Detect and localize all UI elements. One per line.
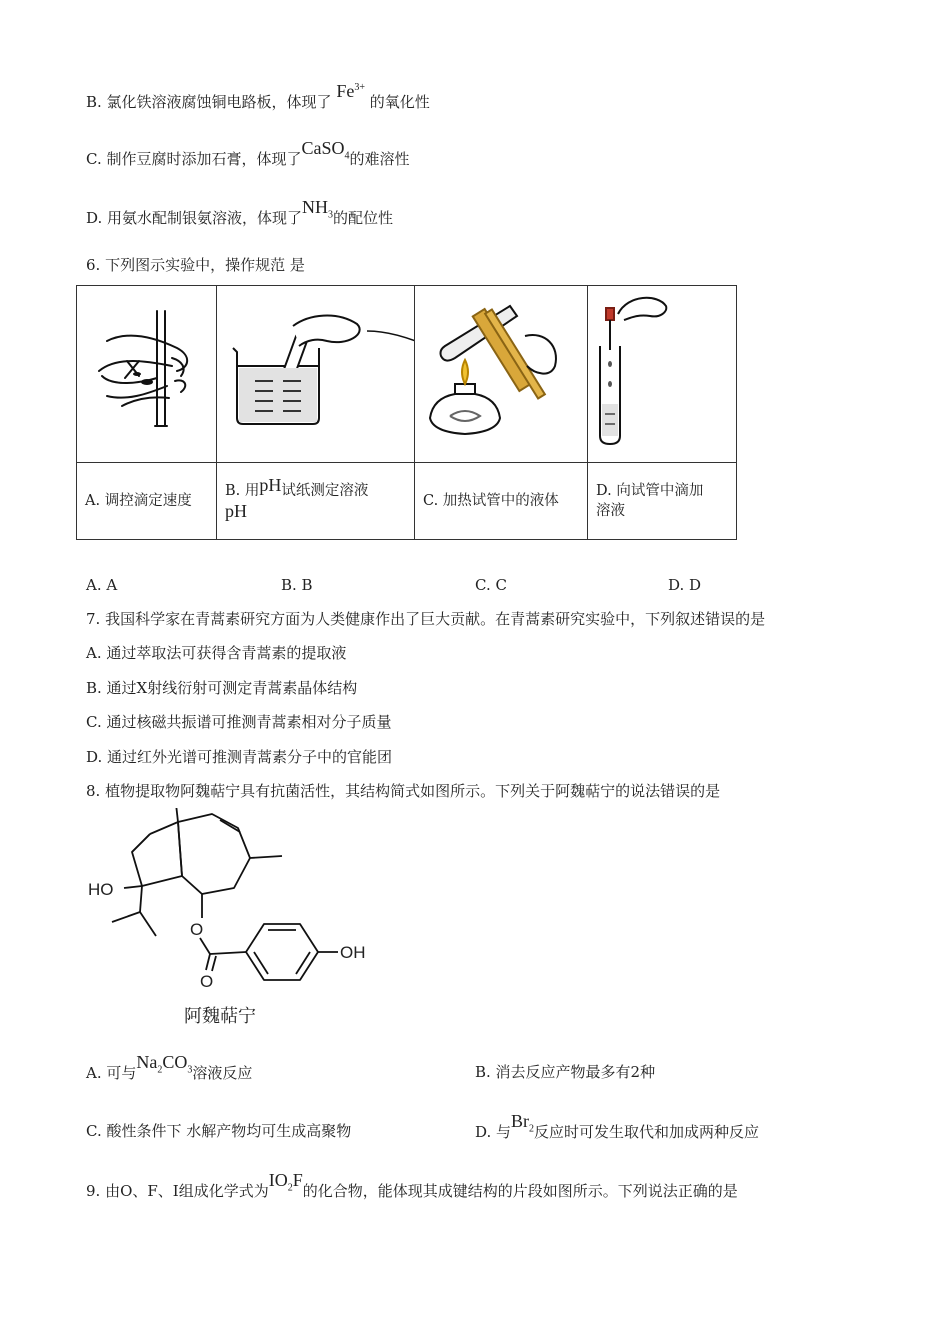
q5-option-d: D. 用氨水配制银氨溶液，体现了$NH_3$的配位性 <box>86 197 394 227</box>
q6-answer-c[interactable]: C. C <box>475 576 507 594</box>
q8-option-d[interactable]: D. 与$Br_2$反应时可发生取代和加成两种反应 <box>475 1111 760 1141</box>
chem-br2: $Br_2$ <box>511 1111 535 1135</box>
chem-na2co3: $Na_2CO_3$ <box>136 1052 193 1076</box>
q6-stem: 6. 下列图示实验中，操作规范 是 <box>86 256 305 274</box>
q8-option-c[interactable]: C. 酸性条件下 水解产物均可生成高聚物 <box>86 1122 352 1140</box>
q7-option-c[interactable]: C. 通过核磁共振谱可推测青蒿素相对分子质量 <box>86 713 392 731</box>
q8-stem: 8. 植物提取物阿魏萜宁具有抗菌活性，其结构简式如图所示。下列关于阿魏萜宁的说法错误的是 <box>86 782 721 800</box>
caption-b: B. 用pH试纸测定溶液 pH <box>217 463 415 540</box>
q6-answer-d[interactable]: D. D <box>668 576 702 594</box>
chem-io2f: $IO_2F$ <box>268 1170 303 1194</box>
q6-answer-b[interactable]: B. B <box>281 576 313 594</box>
dropper-illustration <box>588 286 736 458</box>
q7-option-b[interactable]: B. 通过X射线衍射可测定青蒿素晶体结构 <box>86 679 358 697</box>
q6-options-table <box>76 285 737 540</box>
figure-b-cell <box>217 286 415 463</box>
ph-paper-illustration <box>217 286 414 458</box>
q7-option-d[interactable]: D. 通过红外光谱可推测青蒿素分子中的官能团 <box>86 748 393 766</box>
q7-option-a[interactable]: A. 通过萃取法可获得含青蒿素的提取液 <box>86 644 347 662</box>
figure-c-cell <box>415 286 588 463</box>
titration-illustration <box>77 286 216 458</box>
figure-a-cell <box>77 286 217 463</box>
structure-o-ester-label: O <box>190 920 204 939</box>
chem-nh3: $NH_3$ <box>302 197 334 221</box>
q9-stem: 9. 由O、F、I组成化学式为$IO_2F$的化合物，能体现其成键结构的片段如图所示。下列说法正确的是 <box>86 1170 738 1200</box>
chem-caso4: CaSO$_4$ <box>301 138 350 162</box>
structure-ho-label: HO <box>88 880 114 899</box>
caption-c: C. 加热试管中的液体 <box>415 463 588 540</box>
caption-d: D. 向试管中滴加 溶液 <box>588 463 737 540</box>
caption-a: A. 调控滴定速度 <box>77 463 217 540</box>
structure-diagram <box>86 808 386 998</box>
q6-answer-a[interactable]: A. A <box>86 576 118 594</box>
structure-name: 阿魏萜宁 <box>184 1006 256 1026</box>
q8-option-a[interactable]: A. 可与$Na_2CO_3$溶液反应 <box>86 1052 253 1082</box>
chem-fe3: $Fe^{3+}$ <box>336 81 365 101</box>
figure-d-cell <box>588 286 737 463</box>
q7-stem: 7. 我国科学家在青蒿素研究方面为人类健康作出了巨大贡献。在青蒿素研究实验中，下列叙述错误的是 <box>86 610 766 628</box>
heating-tube-illustration <box>415 286 587 458</box>
structure-oh-label: OH <box>340 943 366 962</box>
q5-option-b: B. 氯化铁溶液腐蚀铜电路板，体现了 $Fe^{3+}$ 的氧化性 <box>86 81 430 111</box>
structure-o-carbonyl-label: O <box>200 972 214 991</box>
q8-option-b[interactable]: B. 消去反应产物最多有2种 <box>475 1063 656 1081</box>
q5-option-c: C. 制作豆腐时添加石膏，体现了CaSO$_4$的难溶性 <box>86 138 410 168</box>
